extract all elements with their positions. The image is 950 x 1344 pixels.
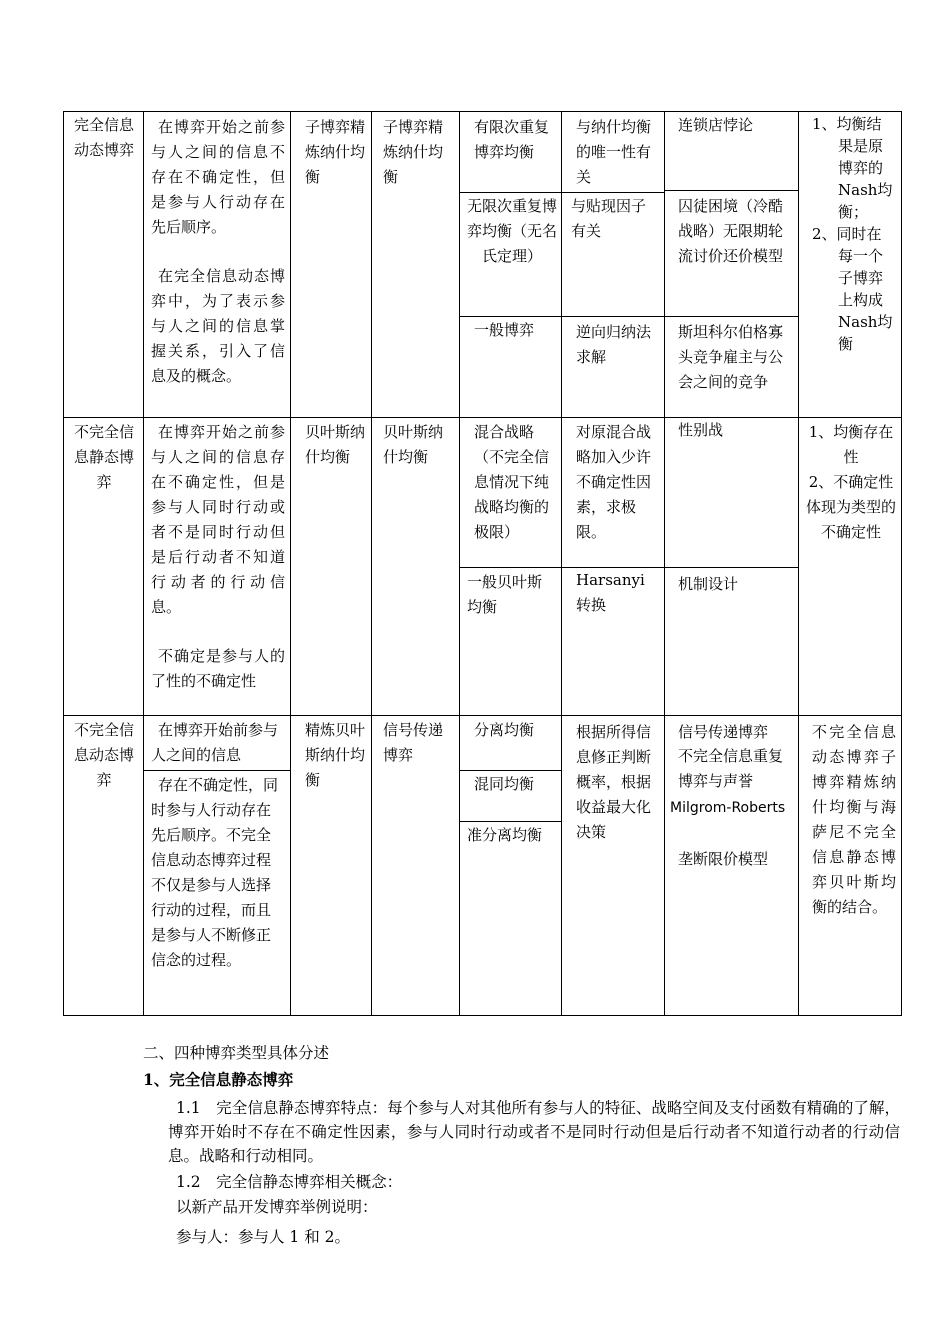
row2-sub1-kind: 混合战略（不完全信息情况下纯战略均衡的极限） bbox=[474, 423, 550, 541]
row3-concept: 信号传递博弈 bbox=[383, 721, 444, 764]
paragraph-1-2: 1.2 完全信静态博弈相关概念： bbox=[176, 1173, 403, 1191]
subrow-line bbox=[459, 316, 798, 317]
row1-type: 完全信息动态博弈 bbox=[73, 116, 134, 159]
row3-desc-b: 存在不确定性，同时参与人行动存在先后顺序。不完全信息动态博弈过程不仅是参与人选择行动的过程，而且是参与人不断修正信念的过程。 bbox=[151, 776, 279, 969]
row2-note-2: 2、不确定性体现为类型的不确定性 bbox=[806, 473, 896, 541]
row2-sub1-method: 对原混合战略加入少许不确定性因素，求极限。 bbox=[576, 423, 652, 541]
row1-concept: 子博弈精炼纳什均衡 bbox=[383, 118, 444, 186]
table-border-top bbox=[63, 111, 901, 112]
sub-heading: 1、完全信息静态博弈 bbox=[143, 1070, 294, 1089]
row3-sub3-kind: 准分离均衡 bbox=[467, 826, 543, 844]
row2-desc-b: 不确定是参与人的了性的不确定性 bbox=[151, 647, 285, 690]
row2-equilibrium: 贝叶斯纳什均衡 bbox=[305, 423, 366, 466]
table-border-bottom bbox=[63, 1015, 901, 1016]
row3-example-4: 垄断限价模型 bbox=[678, 850, 769, 868]
row3-desc-a: 在博弈开始前参与人之间的信息 bbox=[151, 721, 279, 764]
row3-type: 不完全信息动态博弈 bbox=[73, 721, 134, 789]
subrow-line bbox=[459, 192, 664, 193]
col-line bbox=[798, 111, 799, 1016]
paragraph-players: 参与人：参与人 1 和 2。 bbox=[176, 1228, 351, 1246]
row1-sub1-method: 与纳什均衡的唯一性有关 bbox=[576, 118, 652, 186]
row2-sub1-example: 性别战 bbox=[678, 421, 724, 439]
row1-desc-a: 在博弈开始之前参与人之间的信息不存在不确定性，但是参与人行动存在先后顺序。 bbox=[151, 118, 285, 236]
paragraph-1-1: 1.1 完全信息静态博弈特点：每个参与人对其他所有参与人的特征、战略空间及支付函数有精确的了解，博弈开始时不存在不确定性因素，参与人同时行动或者不是同时行动但是后行动者不知道行动者的行动信息。战略和行动相同。 bbox=[168, 1099, 900, 1165]
col-line bbox=[459, 111, 460, 1016]
col-line bbox=[664, 111, 665, 1016]
row3-note: 不完全信息动态博弈子博弈精炼纳什均衡与海萨尼不完全信息静态博弈贝叶斯均衡的结合。 bbox=[812, 723, 896, 916]
row2-desc-a: 在博弈开始之前参与人之间的信息存在不确定性，但是参与人同时行动或者不是同时行动但是后行动者不知道行动者的行动信息。 bbox=[151, 423, 285, 616]
row1-sub3-method: 逆向归纳法求解 bbox=[576, 323, 652, 366]
row2-note-1: 1、均衡存在性 bbox=[808, 423, 894, 466]
row3-equilibrium: 精炼贝叶斯纳什均衡 bbox=[305, 721, 366, 789]
subrow-line bbox=[459, 821, 561, 822]
row1-sub1-example: 连锁店悖论 bbox=[678, 116, 754, 134]
row1-sub2-kind: 无限次重复博弈均衡（无名氏定理） bbox=[467, 197, 557, 265]
col-line bbox=[290, 111, 291, 1016]
row1-equilibrium: 子博弈精炼纳什均衡 bbox=[305, 118, 366, 186]
row1-sub2-example: 囚徒困境（冷酷战略）无限期轮流讨价还价模型 bbox=[678, 197, 784, 265]
row2-sub2-example: 机制设计 bbox=[678, 575, 739, 593]
row2-sub2-method: Harsanyi 转换 bbox=[576, 571, 645, 614]
subrow-line bbox=[143, 770, 290, 771]
paragraph-example: 以新产品开发博弈举例说明： bbox=[176, 1198, 378, 1216]
row1-note-1: 1、均衡结果是原博弈的Nash均衡； bbox=[812, 115, 893, 221]
row3-method: 根据所得信息修正判断概率，根据收益最大化决策 bbox=[576, 723, 652, 841]
row2-concept: 贝叶斯纳什均衡 bbox=[383, 423, 444, 466]
row2-sub2-kind: 一般贝叶斯均衡 bbox=[467, 573, 543, 616]
row1-note-2: 2、同时在每一个子博弈上构成Nash均衡 bbox=[812, 225, 893, 353]
row1-sub3-kind: 一般博弈 bbox=[474, 321, 535, 339]
col-line bbox=[371, 111, 372, 1016]
row3-sub2-kind: 混同均衡 bbox=[474, 775, 535, 793]
row3-example-3: Milgrom-Roberts bbox=[670, 800, 786, 816]
row1-sub1-kind: 有限次重复博弈均衡 bbox=[474, 118, 550, 161]
subrow-line bbox=[664, 190, 798, 191]
col-line bbox=[63, 111, 64, 1016]
row3-example-2: 不完全信息重复博弈与声誉 bbox=[678, 747, 784, 790]
section-heading: 二、四种博弈类型具体分述 bbox=[143, 1044, 330, 1062]
row1-desc-b: 在完全信息动态博弈中，为了表示参与人之间的信息掌握关系，引入了信息及的概念。 bbox=[151, 267, 285, 385]
col-line bbox=[561, 111, 562, 1016]
row3-example-1: 信号传递博弈 bbox=[678, 723, 769, 741]
row-divider-2 bbox=[63, 715, 901, 716]
row3-sub1-kind: 分离均衡 bbox=[474, 721, 535, 739]
subrow-line bbox=[459, 770, 561, 771]
col-line bbox=[143, 111, 144, 1016]
col-line bbox=[901, 111, 902, 1016]
row1-sub3-example: 斯坦科尔伯格寡头竞争雇主与公会之间的竞争 bbox=[678, 323, 784, 391]
row1-sub2-method: 与贴现因子有关 bbox=[571, 197, 647, 240]
row2-type: 不完全信息静态博弈 bbox=[73, 423, 134, 491]
